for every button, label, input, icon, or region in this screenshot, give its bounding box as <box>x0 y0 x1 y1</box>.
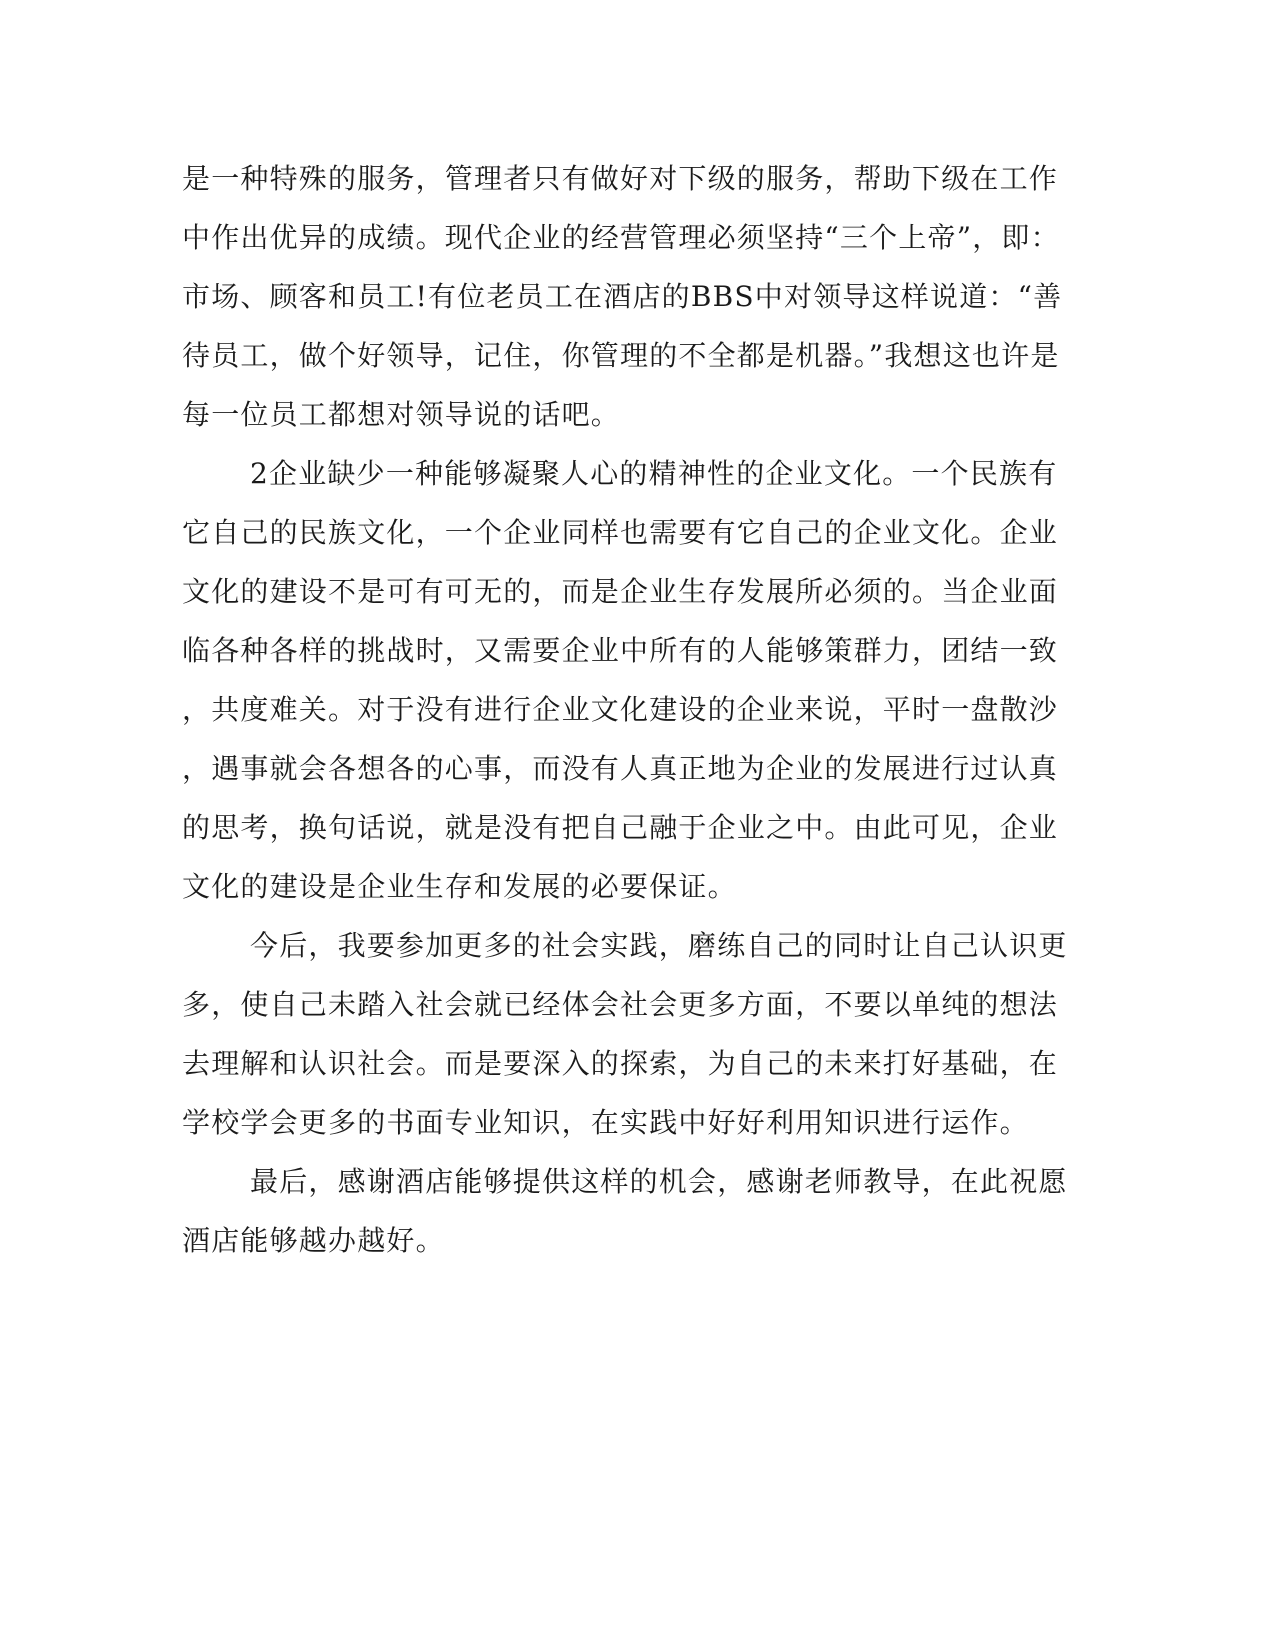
text-line: 的思考，换句话说，就是没有把自己融于企业之中。由此可见，企业 <box>182 811 1059 844</box>
text-line: ，遇事就会各想各的心事，而没有人真正地为企业的发展进行过认真 <box>182 752 1059 785</box>
text-line: 文化的建设是企业生存和发展的必要保证。 <box>182 870 737 903</box>
text-line: 多，使自己未踏入社会就已经体会社会更多方面，不要以单纯的想法 <box>182 988 1059 1021</box>
text-line: 是一种特殊的服务，管理者只有做好对下级的服务，帮助下级在工作 <box>182 162 1059 195</box>
text-line: ，共度难关。对于没有进行企业文化建设的企业来说，平时一盘散沙 <box>182 693 1059 726</box>
text-line: 学校学会更多的书面专业知识，在实践中好好利用知识进行运作。 <box>182 1106 1029 1139</box>
text-line: 它自己的民族文化，一个企业同样也需要有它自己的企业文化。企业 <box>182 516 1059 549</box>
paragraph-start-line: 今后，我要参加更多的社会实践，磨练自己的同时让自己认识更 <box>250 929 1068 962</box>
text-line: 酒店能够越办越好。 <box>182 1224 445 1257</box>
paragraph-start-line: 最后，感谢酒店能够提供这样的机会，感谢老师教导，在此祝愿 <box>250 1165 1068 1198</box>
text-line: 中作出优异的成绩。现代企业的经营管理必须坚持“三个上帝”，即： <box>182 221 1060 254</box>
text-line: 待员工，做个好领导，记住，你管理的不全都是机器。”我想这也许是 <box>182 339 1060 372</box>
text-line: 去理解和认识社会。而是要深入的探索，为自己的未来打好基础，在 <box>182 1047 1059 1080</box>
text-line: 文化的建设不是可有可无的，而是企业生存发展所必须的。当企业面 <box>182 575 1059 608</box>
text-line: 每一位员工都想对领导说的话吧。 <box>182 398 621 431</box>
paragraph-start-line: 2企业缺少一种能够凝聚人心的精神性的企业文化。一个民族有 <box>250 457 1058 490</box>
text-line: 临各种各样的挑战时，又需要企业中所有的人能够策群力，团结一致 <box>182 634 1059 667</box>
text-line: 市场、顾客和员工!有位老员工在酒店的BBS中对领导这样说道：“善 <box>182 280 1063 313</box>
